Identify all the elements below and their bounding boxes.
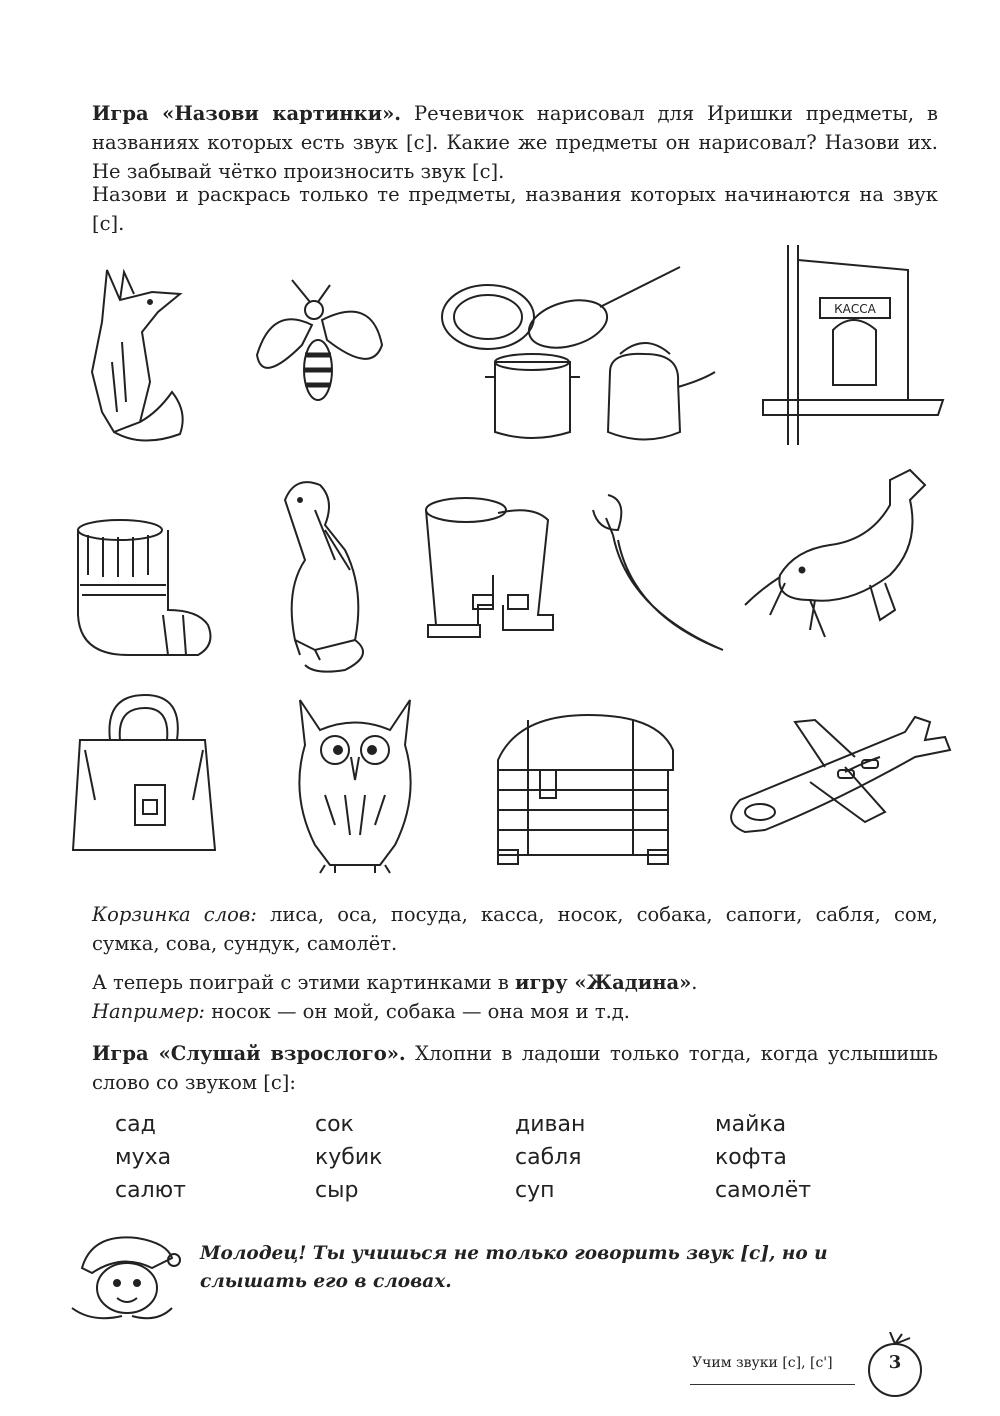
chest-picture: [488, 710, 680, 868]
word: салют: [115, 1178, 186, 1203]
listen-title: Игра «Слушай взрослого».: [92, 1042, 406, 1065]
saber-picture: [588, 490, 728, 655]
basket-label: Корзинка слов:: [92, 903, 257, 926]
word: суп: [515, 1178, 555, 1203]
sock-picture: [68, 515, 216, 663]
boots-picture: [418, 495, 558, 645]
word: муха: [115, 1145, 172, 1170]
word-column-4: [715, 1108, 811, 1207]
dishes-picture: [440, 262, 720, 447]
airplane-picture: [715, 712, 953, 837]
greedy-paragraph: [92, 968, 938, 1026]
word: сад: [115, 1112, 156, 1137]
cash-desk-picture: [758, 240, 948, 450]
game1-text: Речевичок нарисовал для Иришки предметы, в названиях которых есть звук [с]. Какие же предметы он нарисовал? Назови их. Не забывай чётко произносить звук [с].: [92, 102, 939, 183]
greedy-game-name: игру «Жадина»: [515, 971, 692, 994]
word-column-2: [315, 1108, 382, 1207]
gnome-character-picture: [62, 1228, 182, 1328]
praise-text: Молодец! Ты учишься не только говорить звук [с], но и слышать его в словах.: [200, 1243, 828, 1292]
page-number-badge: [862, 1332, 928, 1398]
footer-title: Учим звуки [с], [с']: [692, 1355, 833, 1371]
fox-picture: [62, 262, 192, 452]
word: майка: [715, 1112, 787, 1137]
game1-title: Игра «Назови картинки».: [92, 102, 402, 125]
word-column-3: [515, 1108, 585, 1207]
bag-picture: [65, 690, 223, 858]
wasp-picture: [252, 275, 387, 410]
example-text: носок — он мой, собака — она моя и т.д.: [205, 1000, 631, 1023]
word: сыр: [315, 1178, 359, 1203]
owl-picture: [285, 695, 425, 875]
word-column-1: [115, 1108, 186, 1207]
basket-paragraph: [92, 900, 938, 958]
word: сабля: [515, 1145, 582, 1170]
word: самолёт: [715, 1178, 812, 1203]
greedy-text-before: А теперь поиграй с этими картинками в: [92, 971, 516, 994]
word: кубик: [315, 1145, 383, 1170]
game1-paragraph: [92, 99, 938, 186]
greedy-text-after: .: [691, 971, 698, 994]
example-label: Например:: [92, 1000, 205, 1023]
word: кофта: [715, 1145, 787, 1170]
page-number: 3: [888, 1352, 902, 1373]
listen-paragraph: [92, 1039, 938, 1097]
word: сок: [315, 1112, 354, 1137]
dog-picture: [255, 470, 385, 680]
catfish-picture: [740, 465, 940, 640]
word: диван: [515, 1112, 586, 1137]
kassa-sign: КАССА: [834, 302, 876, 316]
footer-rule: [690, 1384, 855, 1385]
listen-text: Хлопни в ладоши только тогда, когда услышишь слово со звуком [с]:: [92, 1042, 938, 1094]
basket-words: лиса, оса, посуда, касса, носок, собака, сапоги, сабля, сом, сумка, сова, сундук, самолёт.: [92, 903, 938, 955]
task-paragraph: Назови и раскрась только те предметы, названия которых начинаются на звук [с].: [92, 183, 938, 235]
